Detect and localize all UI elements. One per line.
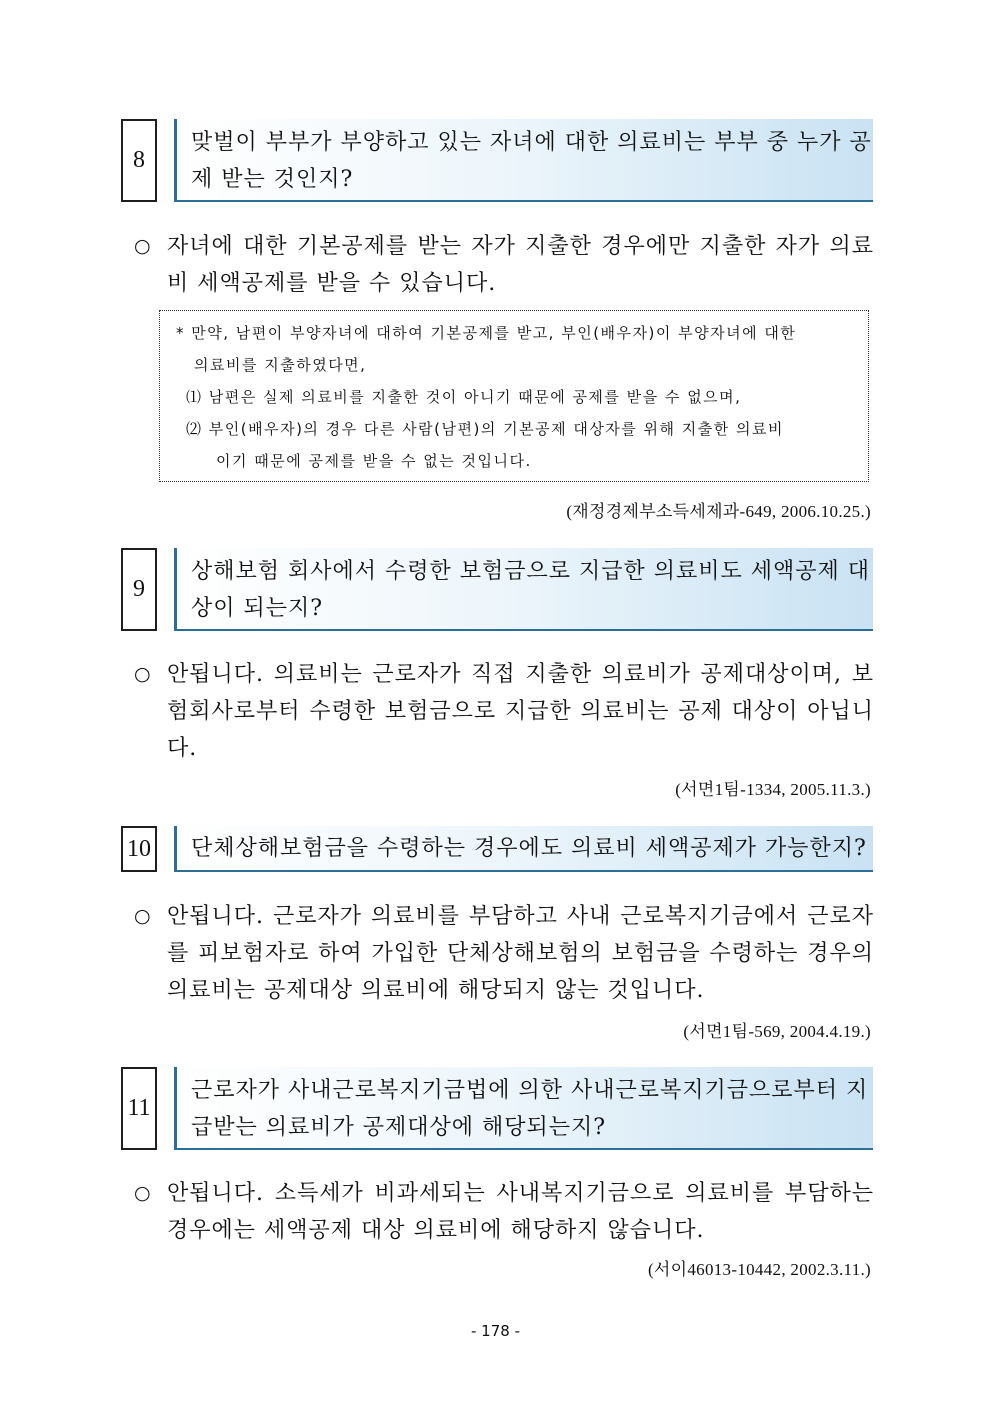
question-10 [121,826,873,872]
bullet-circle: ○ [134,663,152,685]
note-line: ⑵ 부인(배우자)의 경우 다른 사람(남편)의 기본공제 대상자를 위해 지출한 의료비 [186,420,785,438]
question-8 [121,119,873,202]
answer-text: 자녀에 대한 기본공제를 받는 자가 지출한 경우에만 지출한 자가 의료비 세액공제를 받을 수 있습니다. [167,234,874,296]
question-number: 11 [121,1067,157,1150]
bullet-circle: ○ [134,235,152,257]
answer-9 [134,656,874,767]
question-number: 9 [121,548,157,631]
note-line: * 만약, 남편이 부양자녀에 대하여 기본공제를 받고, 부인(배우자)이 부양자녀에 대한 [176,324,797,342]
question-number: 10 [121,826,157,872]
bullet-circle: ○ [134,905,152,927]
question-number: 8 [121,119,157,202]
note-box [159,310,869,482]
question-11 [121,1067,873,1150]
note-line: 이기 때문에 공제를 받을 수 없는 것입니다. [216,452,532,470]
question-text: 상해보험 회사에서 수령한 보험금으로 지급한 의료비도 세액공제 대상이 되는지? [174,548,873,631]
answer-text: 안됩니다. 근로자가 의료비를 부담하고 사내 근로복지기금에서 근로자를 피보험자로 하여 가입한 단체상해보험의 보험금을 수령하는 경우의 의료비는 공제대상 의료비에 해당되지 않는 것입니다. [167,904,874,1003]
page-number: - 178 - [471,1322,520,1340]
answer-10 [134,898,874,1009]
question-text: 단체상해보험금을 수령하는 경우에도 의료비 세액공제가 가능한지? [174,826,873,872]
question-text: 근로자가 사내근로복지기금법에 의한 사내근로복지기금으로부터 지급받는 의료비가 공제대상에 해당되는지? [174,1067,873,1150]
citation: (서면1팀-569, 2004.4.19.) [683,1022,871,1041]
question-9 [121,548,873,631]
answer-text: 안됩니다. 의료비는 근로자가 직접 지출한 의료비가 공제대상이며, 보험회사로부터 수령한 보험금으로 지급한 의료비는 공제 대상이 아닙니다. [167,662,874,761]
citation: (서이46013-10442, 2002.3.11.) [647,1260,871,1279]
bullet-circle: ○ [134,1182,152,1204]
question-text: 맞벌이 부부가 부양하고 있는 자녀에 대한 의료비는 부부 중 누가 공제 받는 것인지? [174,119,873,202]
note-line: ⑴ 남편은 실제 의료비를 지출한 것이 아니기 때문에 공제를 받을 수 없으며, [186,388,742,406]
answer-8 [134,228,874,302]
citation: (서면1팀-1334, 2005.11.3.) [675,780,871,799]
note-line: 의료비를 지출하였다면, [194,356,367,374]
answer-11 [134,1175,874,1249]
answer-text: 안됩니다. 소득세가 비과세되는 사내복지기금으로 의료비를 부담하는 경우에는 세액공제 대상 의료비에 해당하지 않습니다. [167,1181,874,1243]
citation: (재정경제부소득세제과-649, 2006.10.25.) [566,502,871,521]
